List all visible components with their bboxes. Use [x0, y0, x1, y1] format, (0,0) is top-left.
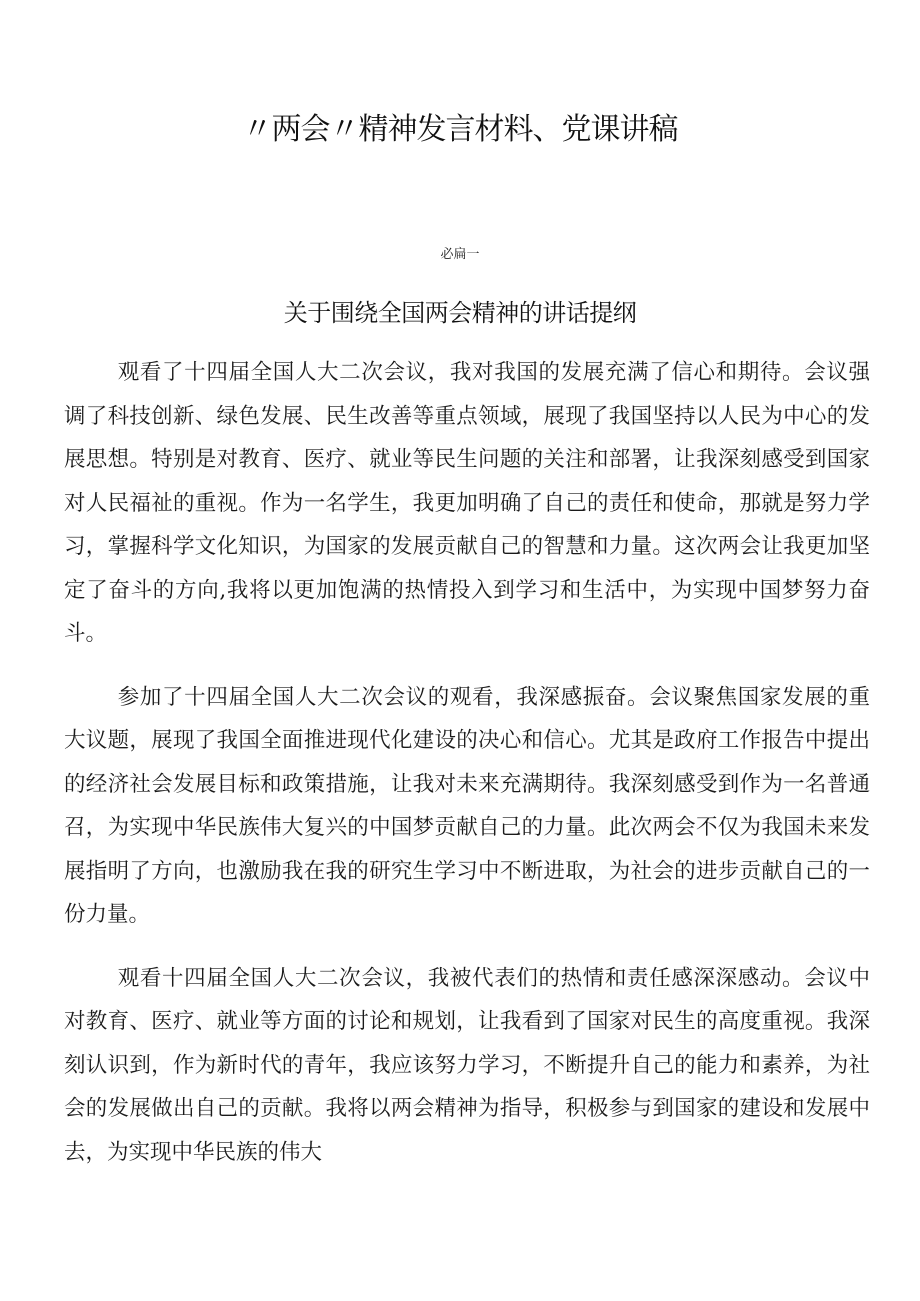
- section-label: 必扁一: [440, 247, 480, 262]
- document-body: [64, 351, 870, 1194]
- section-title: 关于围绕全国两会精神的讲话提纲: [283, 299, 637, 327]
- paragraph: 观看了十四届全国人大二次会议，我对我国的发展充满了信心和期待。会议强调了科技创新、绿色发展、民生改善等重点领域，展现了我国坚持以人民为中心的发展思想。特别是对教育、医疗、就业等民生问题的关注和部署，让我深刻感受到国家对人民福祉的重视。作为一名学生，我更加明确了自己的责任和使命，那就是努力学习，掌握科学文化知识，为国家的发展贡献自己的智慧和力量。这次两会让我更加坚定了奋斗的方向,我将以更加饱满的热情投入到学习和生活中，为实现中国梦努力奋斗。: [64, 360, 870, 646]
- paragraph: 参加了十四届全国人大二次会议的观看，我深感振奋。会议聚焦国家发展的重大议题，展现了我国全面推进现代化建设的决心和信心。尤其是政府工作报告中提出的经济社会发展目标和政策措施，让我对未来充满期待。我深刻感受到作为一名普通召，为实现中华民族伟大复兴的中国梦贡献自己的力量。此次两会不仅为我国未来发展指明了方向，也激励我在我的研究生学习中不断进取，为社会的进步贡献自己的一份力量。: [64, 684, 870, 927]
- document-title: 〃两会〃精神发言材料、党课讲稿: [242, 112, 678, 147]
- paragraph: 观看十四届全国人大二次会议，我被代表们的热情和责任感深深感动。会议中对教育、医疗、就业等方面的讨论和规划，让我看到了国家对民生的高度重视。我深刻认识到，作为新时代的青年，我应该努力学习，不断提升自己的能力和素养，为社会的发展做出自己的贡献。我将以两会精神为指导，积极参与到国家的建设和发展中去，为实现中华民族的伟大: [64, 965, 870, 1165]
